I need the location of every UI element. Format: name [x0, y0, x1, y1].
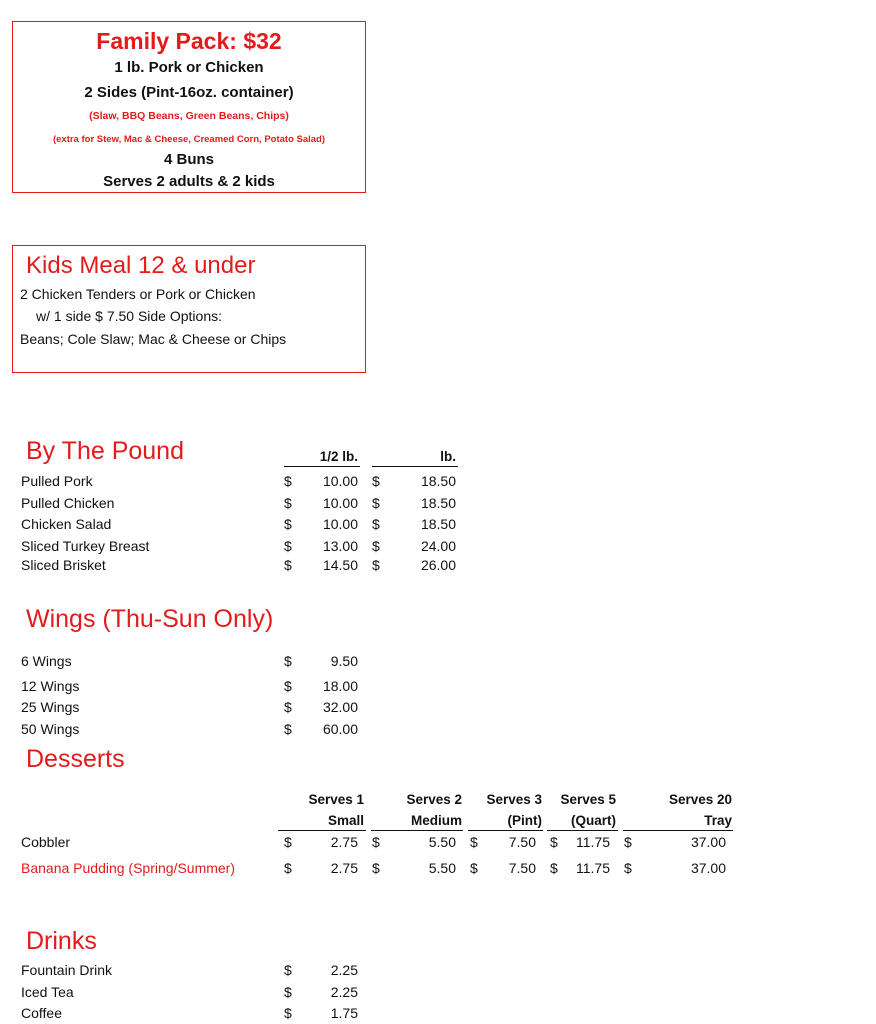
dessert-col-4-underline	[547, 830, 618, 831]
price-half-lb: 10.00	[322, 516, 358, 532]
price-half-lb: 13.00	[322, 538, 358, 554]
family-pack-line-meat: 1 lb. Pork or Chicken	[114, 59, 264, 76]
price-half-lb: 14.50	[322, 557, 358, 573]
price-serves-2: 5.50	[428, 834, 456, 850]
price-serves-2: 5.50	[428, 860, 456, 876]
currency-symbol: $	[372, 538, 380, 554]
currency-symbol: $	[372, 495, 380, 511]
item-name: 50 Wings	[21, 721, 80, 737]
currency-symbol: $	[372, 516, 380, 532]
currency-symbol: $	[284, 860, 292, 876]
desserts-title: Desserts	[26, 745, 125, 773]
price: 60.00	[322, 721, 358, 737]
item-name: Pulled Chicken	[21, 495, 115, 511]
dessert-col-5-header-bottom: Tray	[704, 813, 732, 828]
currency-symbol: $	[284, 495, 292, 511]
currency-symbol: $	[372, 834, 380, 850]
price: 1.75	[330, 1005, 358, 1021]
price-serves-1: 2.75	[330, 860, 358, 876]
kids-meal-line-price: w/ 1 side $ 7.50 Side Options:	[36, 308, 222, 324]
dessert-col-2-underline	[371, 830, 463, 831]
price-lb: 18.50	[420, 516, 456, 532]
dessert-col-3-header-bottom: (Pint)	[507, 813, 542, 828]
kids-meal-line-sides: Beans; Cole Slaw; Mac & Cheese or Chips	[20, 331, 287, 347]
currency-symbol: $	[470, 860, 478, 876]
family-pack-line-buns: 4 Buns	[163, 151, 214, 168]
currency-symbol: $	[284, 721, 292, 737]
item-name: Coffee	[21, 1005, 62, 1021]
currency-symbol: $	[372, 860, 380, 876]
item-name: 6 Wings	[21, 653, 72, 669]
price: 18.00	[322, 678, 358, 694]
price-serves-1: 2.75	[330, 834, 358, 850]
dessert-col-4-header-bottom: (Quart)	[571, 813, 616, 828]
dessert-col-4-header-top: Serves 5	[560, 792, 616, 807]
item-name: Cobbler	[21, 834, 71, 850]
item-name: Sliced Turkey Breast	[21, 538, 150, 554]
price-serves-3: 7.50	[508, 860, 536, 876]
currency-symbol: $	[372, 557, 380, 573]
price-lb: 24.00	[420, 538, 456, 554]
drinks-title: Drinks	[26, 927, 97, 955]
item-name: Fountain Drink	[21, 962, 113, 978]
price: 2.25	[330, 984, 358, 1000]
dessert-col-5-header-top: Serves 20	[668, 792, 732, 807]
pound-col-half-underline	[284, 466, 360, 467]
item-name: 25 Wings	[21, 699, 80, 715]
pound-col-full-underline	[372, 466, 458, 467]
currency-symbol: $	[284, 1005, 292, 1021]
dessert-col-5-underline	[623, 830, 733, 831]
wings-title: Wings (Thu-Sun Only)	[26, 605, 274, 633]
currency-symbol: $	[550, 860, 558, 876]
kids-meal-box	[12, 245, 366, 373]
currency-symbol: $	[284, 557, 292, 573]
dessert-col-1-header-bottom: Small	[327, 813, 364, 828]
family-pack-line-side-options: (Slaw, BBQ Beans, Green Beans, Chips)	[89, 110, 289, 122]
kids-meal-title: Kids Meal 12 & under	[26, 252, 256, 279]
dessert-col-1-header-top: Serves 1	[308, 792, 364, 807]
currency-symbol: $	[284, 538, 292, 554]
family-pack-box	[12, 21, 366, 193]
dessert-col-2-header-top: Serves 2	[406, 792, 462, 807]
currency-symbol: $	[550, 834, 558, 850]
kids-meal-line-options: 2 Chicken Tenders or Pork or Chicken	[20, 286, 256, 302]
by-the-pound-title: By The Pound	[26, 437, 184, 465]
currency-symbol: $	[284, 653, 292, 669]
price-serves-3: 7.50	[508, 834, 536, 850]
currency-symbol: $	[624, 860, 632, 876]
price-serves-5: 11.75	[576, 834, 610, 850]
currency-symbol: $	[372, 473, 380, 489]
price-serves-5: 11.75	[576, 860, 610, 876]
pound-col-full-header: lb.	[440, 449, 456, 464]
price-lb: 26.00	[420, 557, 456, 573]
price: 2.25	[330, 962, 358, 978]
price-half-lb: 10.00	[322, 473, 358, 489]
price-half-lb: 10.00	[322, 495, 358, 511]
price: 32.00	[322, 699, 358, 715]
currency-symbol: $	[284, 962, 292, 978]
item-name: Banana Pudding (Spring/Summer)	[21, 860, 236, 876]
pound-col-half-header: 1/2 lb.	[319, 449, 358, 464]
price-serves-20: 37.00	[690, 860, 726, 876]
item-name: Iced Tea	[21, 984, 74, 1000]
dessert-col-2-header-bottom: Medium	[410, 813, 462, 828]
currency-symbol: $	[624, 834, 632, 850]
currency-symbol: $	[284, 984, 292, 1000]
currency-symbol: $	[284, 678, 292, 694]
item-name: Pulled Pork	[21, 473, 93, 489]
dessert-col-3-header-top: Serves 3	[486, 792, 542, 807]
item-name: Sliced Brisket	[21, 557, 106, 573]
currency-symbol: $	[284, 516, 292, 532]
currency-symbol: $	[284, 699, 292, 715]
item-name: 12 Wings	[21, 678, 80, 694]
price-lb: 18.50	[420, 473, 456, 489]
price-lb: 18.50	[420, 495, 456, 511]
dessert-col-1-underline	[278, 830, 366, 831]
family-pack-line-extras: (extra for Stew, Mac & Cheese, Creamed Corn, Potato Salad)	[52, 134, 326, 145]
family-pack-line-sides: 2 Sides (Pint-16oz. container)	[84, 84, 294, 101]
currency-symbol: $	[284, 834, 292, 850]
currency-symbol: $	[470, 834, 478, 850]
price: 9.50	[330, 653, 358, 669]
price-serves-20: 37.00	[690, 834, 726, 850]
family-pack-title: Family Pack: $32	[96, 28, 282, 54]
dessert-col-3-underline	[468, 830, 543, 831]
item-name: Chicken Salad	[21, 516, 112, 532]
family-pack-line-serves: Serves 2 adults & 2 kids	[103, 173, 275, 190]
currency-symbol: $	[284, 473, 292, 489]
